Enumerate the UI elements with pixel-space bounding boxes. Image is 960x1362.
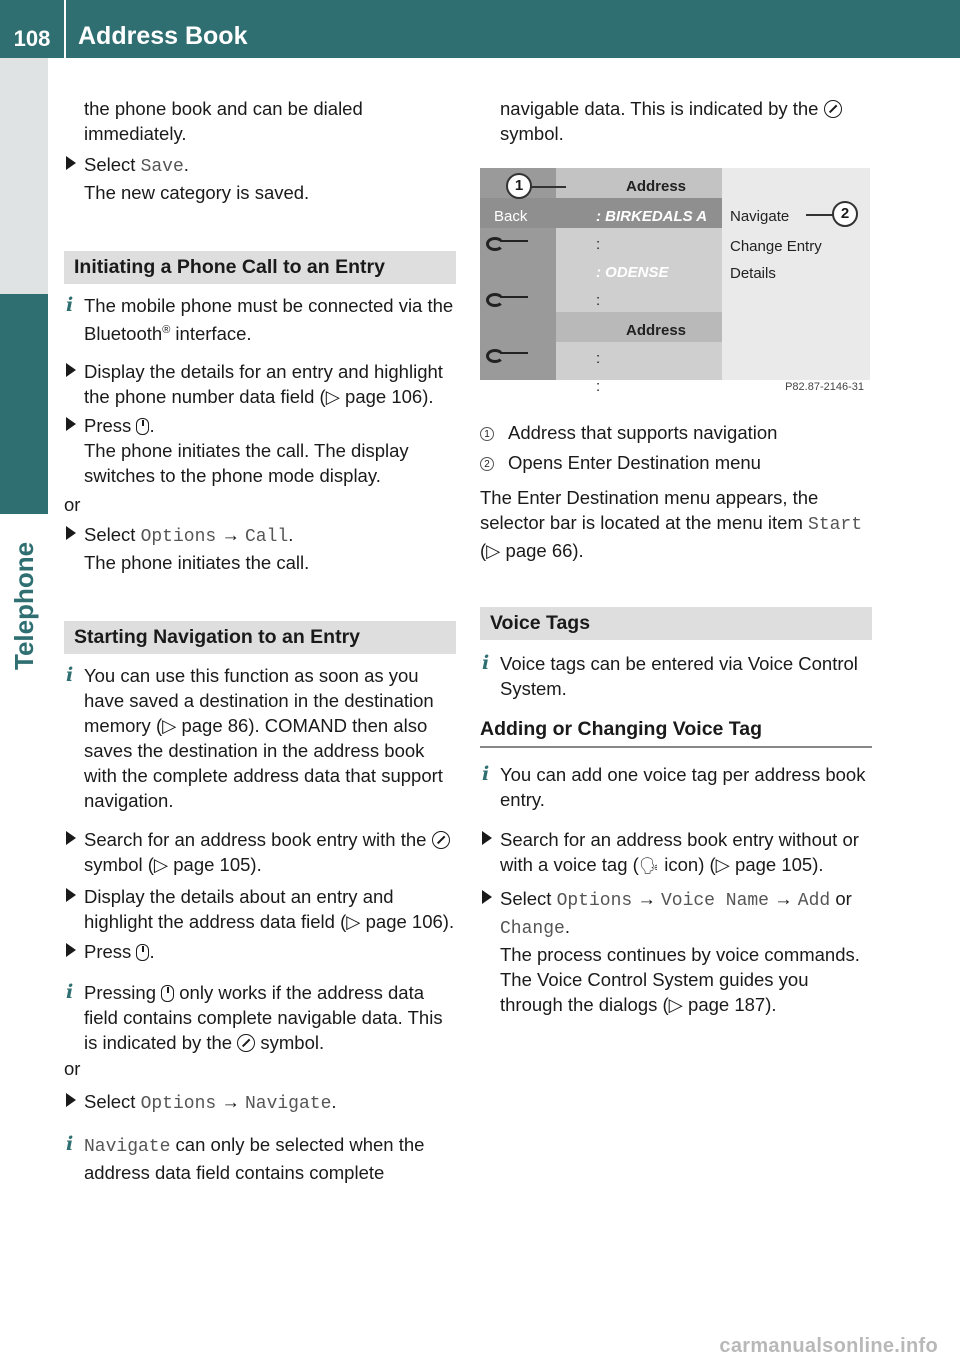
info-icon: i <box>66 1133 74 1156</box>
info-note-pressing <box>64 980 456 1055</box>
info-note-bluetooth <box>64 293 456 346</box>
info-text: You can add one voice tag per address book entry. <box>500 764 866 810</box>
callout-2: 2 <box>832 201 858 227</box>
menu-item-navigate: Navigate <box>244 1094 332 1115</box>
legend-item-1 <box>480 420 872 445</box>
step-arrow-icon <box>66 888 76 902</box>
menu-item-start: Start <box>808 515 863 535</box>
or-text: or <box>64 1058 81 1080</box>
screenshot-row-3: : ODENSE <box>596 264 669 281</box>
callout-line <box>530 186 566 188</box>
step-arrow-icon <box>66 943 76 957</box>
step-select-call <box>64 522 456 575</box>
step-text: Select <box>84 524 141 546</box>
step-arrow-icon <box>482 890 492 904</box>
screenshot-row-4: : <box>596 292 601 309</box>
step-text: icon) (▷ page 105). <box>659 854 824 875</box>
screenshot-row-6: : <box>596 378 601 395</box>
legend-item-2 <box>480 450 872 475</box>
subsection-title-voice-tag: Adding or Changing Voice Tag <box>480 717 872 748</box>
info-note-destination <box>64 663 456 813</box>
screenshot-menu-details: Details <box>730 265 776 282</box>
left-column <box>64 96 456 1185</box>
step-result: The new category is saved. <box>84 182 310 203</box>
arrow-text: → <box>216 1091 245 1113</box>
step-result: The process continues by voice commands. The Voice Control System guides you through the dialogs (▷ page 187). <box>500 944 860 1015</box>
continuation-text <box>480 96 872 121</box>
info-text: symbol. <box>255 1032 325 1054</box>
intro-line-1: the phone book and can be dialed <box>84 98 363 119</box>
step-press-2 <box>64 939 456 964</box>
side-tab-label <box>6 510 42 670</box>
screenshot-header-2: Address <box>626 322 687 339</box>
step-select-navigate <box>64 1089 456 1117</box>
watermark: carmanualsonline.info <box>719 1335 938 1357</box>
step-arrow-icon <box>66 156 76 170</box>
step-text: . <box>331 1091 337 1113</box>
step-text: . <box>564 916 570 937</box>
step-text: Search for an address book entry with the <box>84 829 432 851</box>
step-arrow-icon <box>66 1093 76 1107</box>
legend-text: Opens Enter Destination menu <box>508 452 761 473</box>
phone-icon <box>486 234 532 248</box>
continuation-text-a: navigable data. This is indicated by the <box>500 98 824 119</box>
step-text: . <box>149 415 155 437</box>
controller-knob-icon <box>136 944 149 961</box>
or-text: or <box>64 494 81 516</box>
step-display-address <box>64 884 456 934</box>
registered-mark: ® <box>162 324 171 336</box>
info-text: Voice tags can be entered via Voice Control System. <box>500 653 858 699</box>
info-text: can only be selected when the address data field contains complete <box>84 1134 425 1184</box>
info-note-navigate <box>64 1132 456 1185</box>
controller-knob-icon <box>161 985 174 1002</box>
info-text: Pressing <box>84 982 162 1004</box>
legend-number: 2 <box>480 457 494 471</box>
step-text: Display the details about an entry and highlight the address data field (▷ page 106). <box>84 886 455 933</box>
step-display-details <box>64 359 456 409</box>
info-text: only works if the address data field contains complete navigable data. This is indicated by the <box>84 982 443 1054</box>
menu-item-navigate: Navigate <box>84 1137 171 1158</box>
side-tab-text: Telephone <box>9 541 39 670</box>
step-save <box>64 152 456 205</box>
info-icon: i <box>66 664 74 687</box>
page-header <box>0 0 960 58</box>
info-icon: i <box>482 652 490 674</box>
screenshot-row-2: : <box>596 236 601 253</box>
step-text: Display the details for an entry and highlight the phone number data field (▷ page 106). <box>84 361 443 408</box>
step-text: . <box>288 524 294 546</box>
page-title: Address Book <box>78 22 248 50</box>
menu-item-options: Options <box>140 1094 217 1115</box>
info-icon: i <box>482 763 490 785</box>
step-arrow-icon <box>66 526 76 540</box>
screenshot-row-1: : BIRKEDALS A <box>596 208 708 225</box>
menu-item-save: Save <box>140 157 184 177</box>
menu-item-voice-name: Voice Name <box>660 891 769 911</box>
comand-screenshot <box>480 168 870 404</box>
menu-item-options: Options <box>140 527 217 548</box>
navigation-icon <box>432 831 450 849</box>
controller-knob-icon <box>136 418 149 435</box>
continuation-text-b: symbol. <box>500 123 564 144</box>
phone-icon <box>486 346 532 360</box>
step-arrow-icon <box>482 831 492 845</box>
step-text: . <box>183 154 189 175</box>
header-divider <box>64 0 66 58</box>
section-title-phone-call: Initiating a Phone Call to an Entry <box>64 251 456 284</box>
paragraph-text: The Enter Destination menu appears, the selector bar is located at the menu item <box>480 487 819 533</box>
menu-item-change: Change <box>500 919 565 939</box>
info-text: The mobile phone must be connected via the Bluetooth <box>84 295 454 345</box>
step-press <box>64 413 456 488</box>
screenshot-menu-navigate: Navigate <box>730 208 790 225</box>
step-arrow-icon <box>66 417 76 431</box>
screenshot-row-5: : <box>596 350 601 367</box>
phone-icon <box>486 290 532 304</box>
callout-1: 1 <box>506 173 532 199</box>
navigation-icon <box>237 1034 255 1052</box>
screenshot-code: P82.87-2146-31 <box>785 381 864 393</box>
screenshot-menu-change-entry: Change Entry <box>730 238 822 255</box>
step-text: Press <box>84 941 137 963</box>
step-text: symbol (▷ page 105). <box>84 854 262 876</box>
step-search-voice <box>480 827 872 879</box>
step-arrow-icon <box>66 831 76 845</box>
info-icon: i <box>66 294 74 316</box>
navigation-icon <box>824 100 842 118</box>
step-text: or <box>830 888 852 909</box>
info-note-one-tag <box>480 762 872 812</box>
destination-paragraph <box>480 485 872 563</box>
menu-item-call: Call <box>244 527 289 548</box>
arrow-text: → <box>632 888 661 909</box>
step-arrow-icon <box>66 363 76 377</box>
side-tab-dark <box>0 294 48 514</box>
menu-item-options: Options <box>556 891 633 911</box>
screenshot-back: Back <box>494 208 528 225</box>
step-text: Select <box>500 888 557 909</box>
side-tab-light <box>0 58 48 294</box>
step-search-entry <box>64 827 456 877</box>
arrow-text: → <box>769 888 798 909</box>
step-result: The phone initiates the call. <box>84 552 310 574</box>
legend-text: Address that supports navigation <box>508 422 778 443</box>
info-text: You can use this function as soon as you have saved a destination in the destination memory (▷ page 86). COMAND then also saves the destination in the address book with the complete address data that support navigation. <box>84 665 443 812</box>
section-title-voice-tags: Voice Tags <box>480 607 872 640</box>
menu-item-add: Add <box>797 891 831 911</box>
arrow-text: → <box>216 524 245 546</box>
step-text: Select <box>84 154 141 175</box>
step-text: Search for an address book entry without or with a voice tag ( <box>500 829 859 875</box>
right-column <box>480 96 872 1017</box>
step-result: The phone initiates the call. The display switches to the phone mode display. <box>84 440 409 487</box>
step-text: . <box>149 941 155 963</box>
info-icon: i <box>66 981 74 1004</box>
screenshot-col-header: Address <box>626 178 687 195</box>
info-text: interface. <box>170 323 252 345</box>
step-text: Press <box>84 415 137 437</box>
step-text: Select <box>84 1091 141 1113</box>
voice-tag-icon: 🗣 <box>638 858 660 875</box>
page-number: 108 <box>13 26 51 51</box>
paragraph-text: (▷ page 66). <box>480 540 584 561</box>
info-note-voice-tags <box>480 651 872 701</box>
step-select-voice-name <box>480 886 872 1017</box>
legend-number: 1 <box>480 427 494 441</box>
section-title-navigation: Starting Navigation to an Entry <box>64 621 456 654</box>
intro-line-2: immediately. <box>84 123 187 144</box>
